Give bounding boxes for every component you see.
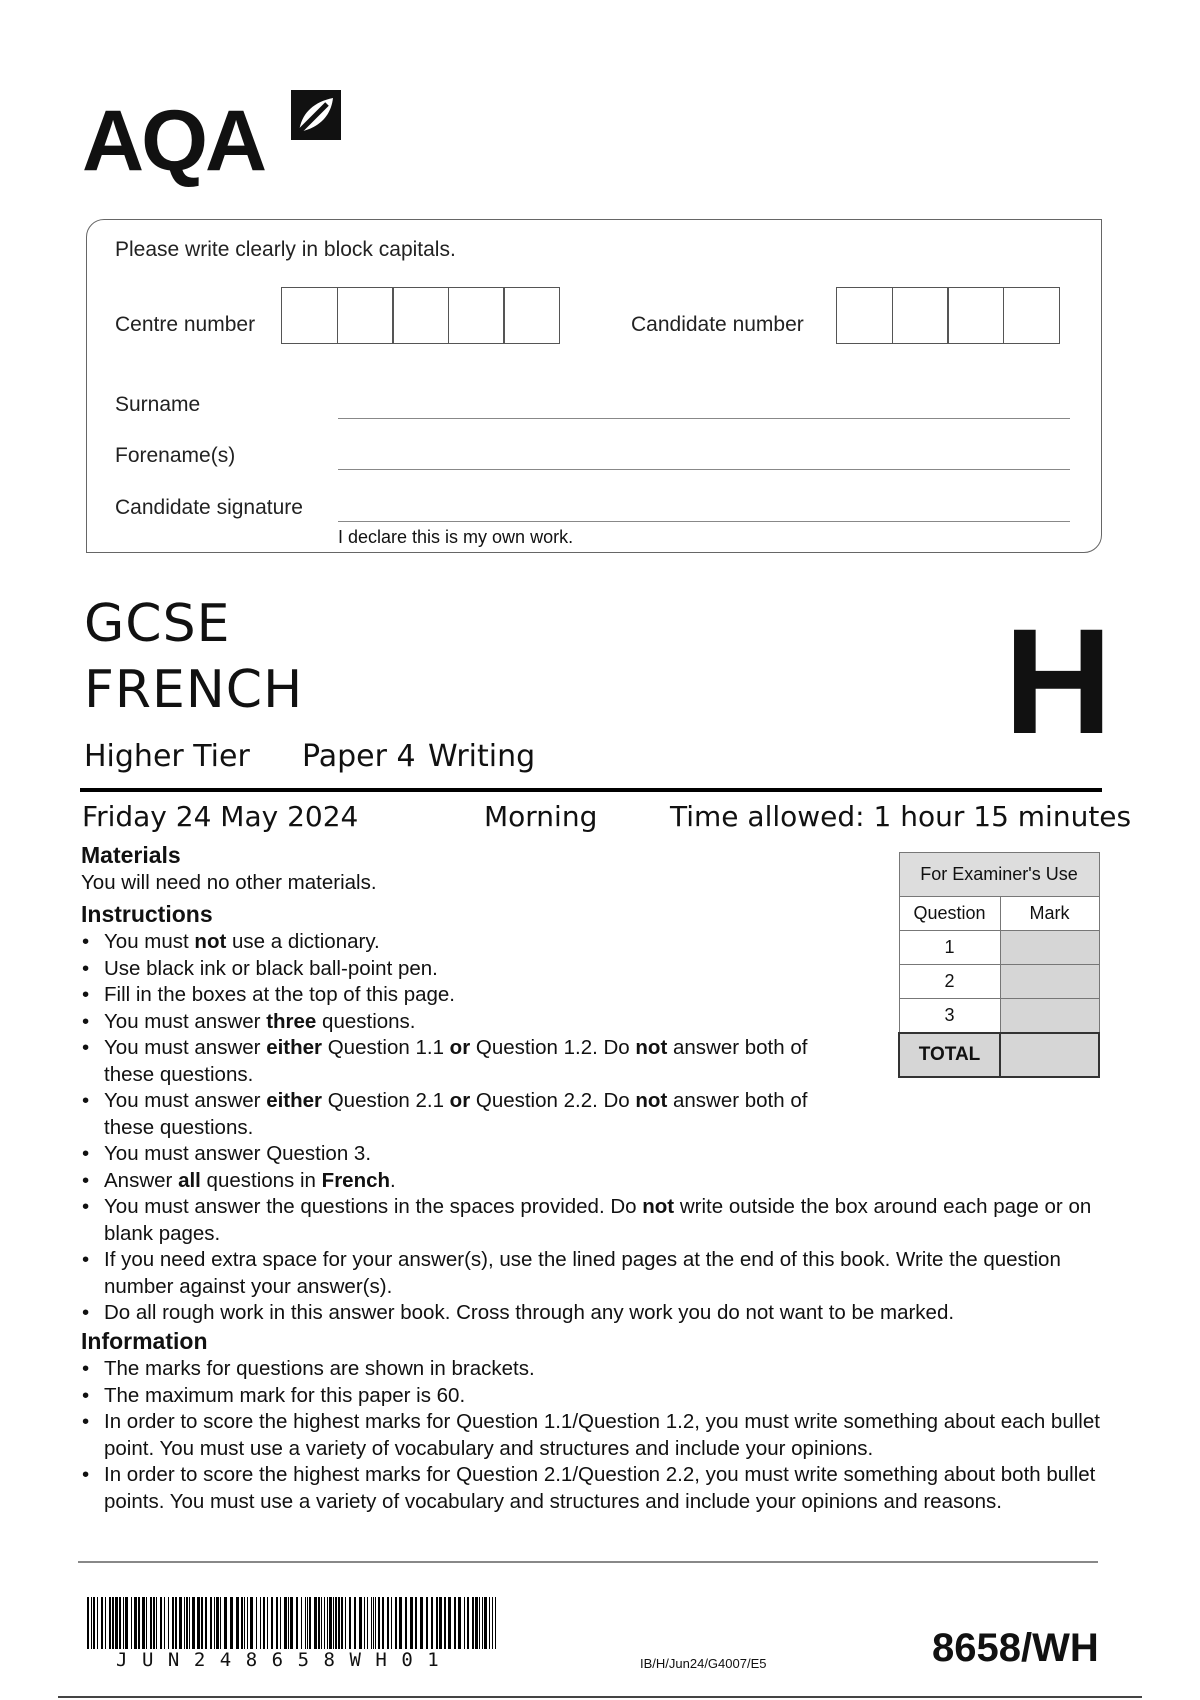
centre-number-box[interactable]: [448, 287, 505, 344]
page-bottom-rule: [58, 1696, 1142, 1698]
candidate-details-box: [86, 219, 1102, 553]
centre-number-label: Centre number: [115, 313, 256, 336]
tier-label: Higher Tier: [84, 739, 250, 774]
block-capitals-instruction: Please write clearly in block capitals.: [115, 238, 456, 261]
question-column-header: Question: [899, 897, 1000, 931]
surname-field[interactable]: [338, 418, 1070, 419]
candidate-number-boxes[interactable]: [836, 287, 1058, 344]
candidate-number-box[interactable]: [892, 287, 949, 344]
surname-label: Surname: [115, 393, 201, 416]
paper-label: Paper 4: [302, 739, 416, 774]
tier-letter: H: [1004, 597, 1113, 765]
list-item: • You must answer Question 3.: [104, 1141, 824, 1168]
list-item: • In order to score the highest marks for Question 1.1/Question 1.2, you must write something about each bullet point. You must use a variety of vocabulary and structures and include your opinions.: [104, 1409, 1114, 1462]
exam-date: Friday 24 May 2024: [82, 800, 359, 833]
logo-text: AQA: [82, 93, 265, 189]
question-number-cell: 1: [899, 931, 1000, 965]
centre-number-box[interactable]: [392, 287, 449, 344]
signature-label: Candidate signature: [115, 496, 303, 519]
candidate-number-box[interactable]: [1003, 287, 1060, 344]
centre-number-box[interactable]: [281, 287, 338, 344]
information-list: [80, 1356, 1114, 1515]
centre-number-boxes[interactable]: [281, 287, 559, 344]
information-heading: Information: [81, 1328, 208, 1354]
centre-number-box[interactable]: [503, 287, 560, 344]
candidate-number-label: Candidate number: [631, 313, 804, 336]
instructions-heading: Instructions: [81, 901, 213, 927]
forename-field[interactable]: [338, 469, 1070, 470]
list-item: • The maximum mark for this paper is 60.: [104, 1383, 1114, 1410]
aqa-logo: [82, 86, 362, 189]
footer-divider: [78, 1561, 1098, 1563]
paper-code: 8658/WH: [932, 1626, 1099, 1670]
qualification-title: GCSE: [84, 594, 231, 654]
forename-label: Forename(s): [115, 444, 236, 467]
list-item: • Use black ink or black ball-point pen.: [104, 956, 824, 983]
question-number-cell: 2: [899, 965, 1000, 999]
list-item: • Do all rough work in this answer book. Cross through any work you do not want to be marked.: [104, 1300, 1114, 1327]
mark-column-header: Mark: [1000, 897, 1099, 931]
instructions-list: [80, 929, 824, 1194]
mark-cell: [1000, 931, 1099, 965]
list-item: • In order to score the highest marks for Question 2.1/Question 2.2, you must write something about both bullet points. You must use a variety of vocabulary and structures and include your opinions and reasons.: [104, 1462, 1114, 1515]
barcode-text: JUN248658WH01: [116, 1649, 454, 1671]
instructions-list-continued: [80, 1194, 1114, 1327]
materials-heading: Materials: [81, 842, 181, 868]
subject-title: FRENCH: [84, 660, 304, 720]
list-item: • You must not use a dictionary.: [104, 929, 824, 956]
list-item: • You must answer either Question 2.1 or Question 2.2. Do not answer both of these questions.: [104, 1088, 824, 1141]
candidate-number-box[interactable]: [836, 287, 893, 344]
title-divider: [80, 788, 1102, 792]
barcode-icon: [87, 1597, 499, 1649]
total-label: TOTAL: [899, 1033, 1000, 1077]
document-reference: IB/H/Jun24/G4007/E5: [640, 1656, 767, 1671]
list-item: • Answer all questions in French.: [104, 1168, 824, 1195]
question-number-cell: 3: [899, 999, 1000, 1034]
exam-session: Morning: [484, 800, 598, 833]
centre-number-box[interactable]: [337, 287, 394, 344]
list-item: • You must answer the questions in the spaces provided. Do not write outside the box around each page or on blank pages.: [104, 1194, 1114, 1247]
time-allowed: Time allowed: 1 hour 15 minutes: [670, 800, 1132, 833]
list-item: • You must answer either Question 1.1 or Question 1.2. Do not answer both of these questions.: [104, 1035, 824, 1088]
list-item: • You must answer three questions.: [104, 1009, 824, 1036]
total-mark-cell: [1000, 1033, 1099, 1077]
examiner-use-table: [898, 852, 1100, 1078]
mark-cell: [1000, 965, 1099, 999]
candidate-number-box[interactable]: [947, 287, 1004, 344]
component-label: Writing: [428, 739, 536, 774]
signature-field[interactable]: [338, 521, 1070, 522]
mark-cell: [1000, 999, 1099, 1034]
materials-text: You will need no other materials.: [81, 871, 377, 894]
list-item: • The marks for questions are shown in brackets.: [104, 1356, 1114, 1383]
declaration-text: I declare this is my own work.: [338, 527, 574, 547]
list-item: • If you need extra space for your answer(s), use the lined pages at the end of this book. Write the question number against your answer(s).: [104, 1247, 1114, 1300]
aqa-leaf-mark-icon: [287, 86, 345, 144]
list-item: • Fill in the boxes at the top of this page.: [104, 982, 824, 1009]
examiner-table-title: For Examiner's Use: [899, 853, 1099, 897]
